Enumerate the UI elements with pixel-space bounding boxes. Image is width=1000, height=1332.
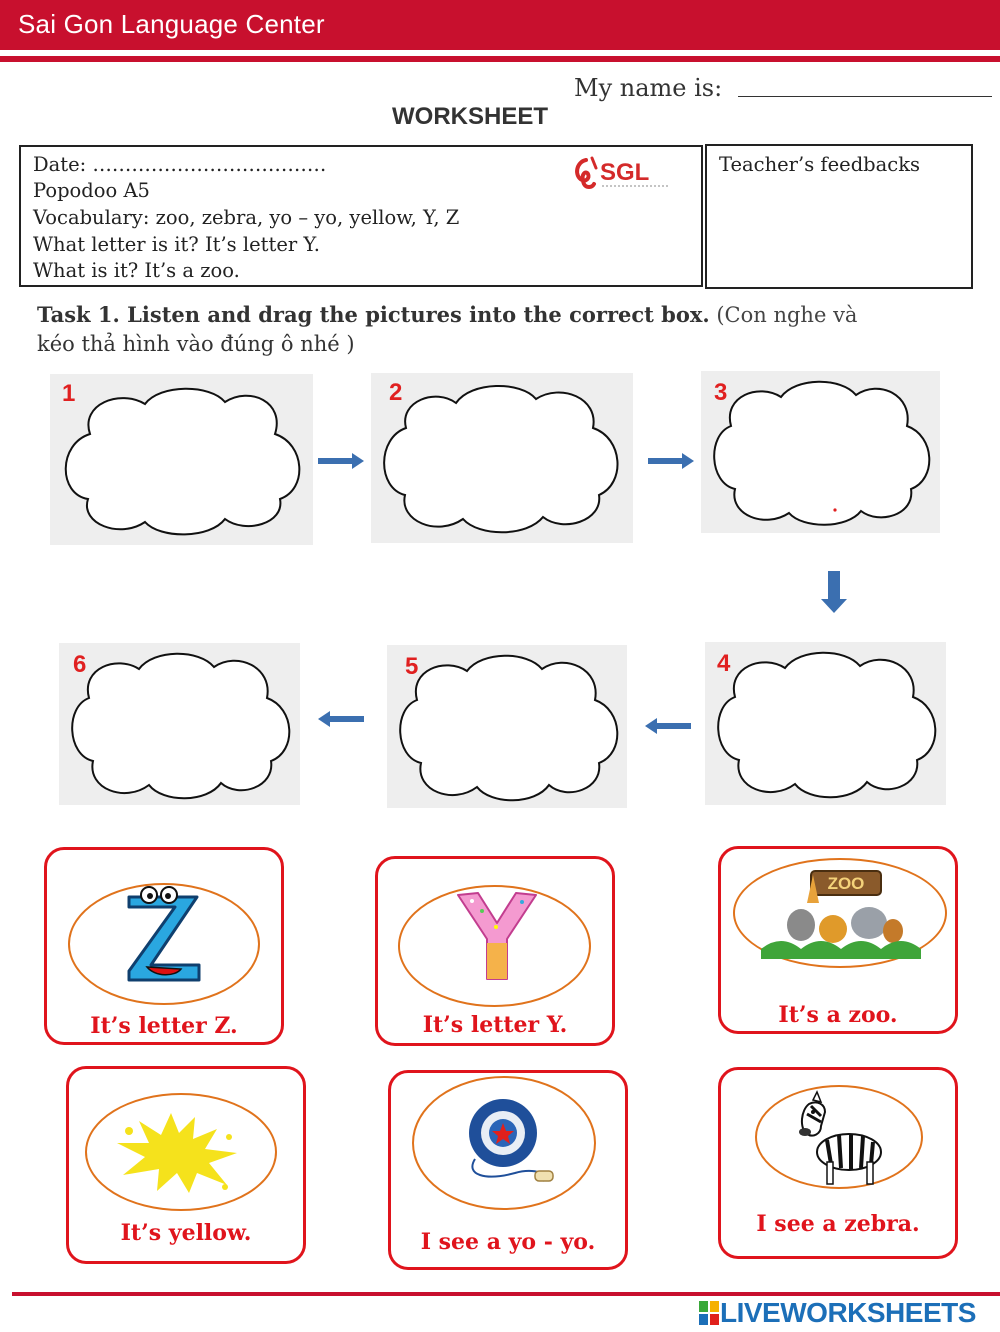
card-caption: It’s yellow.	[120, 1220, 252, 1246]
drop-box-6[interactable]	[59, 643, 300, 805]
task-instruction-bold: Task 1. Listen and drag the pictures into the correct box.	[37, 302, 710, 327]
box-number-2: 2	[389, 379, 403, 406]
name-label: My name is:	[574, 74, 723, 102]
arrow-right-icon	[648, 451, 696, 471]
worksheet-title: WORKSHEET	[392, 103, 548, 130]
liveworksheets-icon	[699, 1301, 719, 1325]
drop-box-3[interactable]	[701, 371, 940, 533]
arrow-right-icon	[318, 451, 366, 471]
card-caption: It’s letter Y.	[422, 1012, 568, 1038]
drop-box-5[interactable]	[387, 645, 627, 808]
zoo-sign-text: ZOO	[827, 874, 865, 893]
arrow-left-icon	[645, 716, 693, 736]
task-instruction	[37, 302, 857, 327]
box-number-1: 1	[62, 380, 76, 407]
info-course: Popodoo A5	[33, 179, 150, 202]
drop-box-1[interactable]	[50, 374, 313, 545]
letter-z-icon	[119, 885, 209, 985]
footer-divider	[12, 1292, 1000, 1296]
info-question-2: What is it? It’s a zoo.	[33, 259, 240, 282]
info-vocabulary: Vocabulary: zoo, zebra, yo – yo, yellow, Y, Z	[33, 206, 460, 229]
drag-card-zoo[interactable]	[718, 846, 958, 1034]
card-caption: It’s letter Z.	[90, 1013, 238, 1039]
svg-text:SGL: SGL	[600, 159, 650, 186]
yoyo-icon	[455, 1091, 565, 1191]
box-number-6: 6	[73, 651, 87, 678]
info-question-1: What letter is it? It’s letter Y.	[33, 233, 320, 256]
drop-box-2[interactable]	[371, 373, 633, 543]
zoo-icon	[761, 863, 921, 959]
box-number-4: 4	[717, 650, 731, 677]
header-divider	[0, 56, 1000, 62]
drag-card-letter-z[interactable]	[44, 847, 284, 1045]
arrow-left-icon	[318, 709, 366, 729]
arrow-down-icon	[819, 571, 849, 615]
zebra-icon	[791, 1090, 891, 1188]
drag-card-zebra[interactable]	[718, 1067, 958, 1259]
card-caption: I see a yo - yo.	[420, 1229, 596, 1255]
teacher-feedback-label: Teacher’s feedbacks	[719, 153, 921, 176]
info-date: Date: ………………………………	[33, 153, 327, 176]
drag-card-yoyo[interactable]	[388, 1070, 628, 1270]
header-title: Sai Gon Language Center	[18, 9, 325, 39]
card-caption: It’s a zoo.	[778, 1002, 898, 1028]
task-instruction-vi: (Con nghe và	[709, 303, 858, 327]
liveworksheets-logo[interactable]: LIVEWORKSHEETS	[720, 1297, 976, 1328]
card-caption: I see a zebra.	[756, 1211, 920, 1237]
task-instruction-line2: kéo thả hình vào đúng ô nhé )	[37, 332, 355, 356]
yellow-splash-icon	[109, 1107, 249, 1197]
drop-box-4[interactable]	[705, 642, 946, 805]
box-number-3: 3	[714, 379, 728, 406]
drag-card-letter-y[interactable]	[375, 856, 615, 1046]
letter-y-icon	[452, 887, 542, 983]
name-input-line[interactable]	[738, 96, 992, 97]
drag-card-yellow[interactable]	[66, 1066, 306, 1264]
box-number-5: 5	[405, 653, 419, 680]
sgl-logo	[572, 154, 674, 194]
